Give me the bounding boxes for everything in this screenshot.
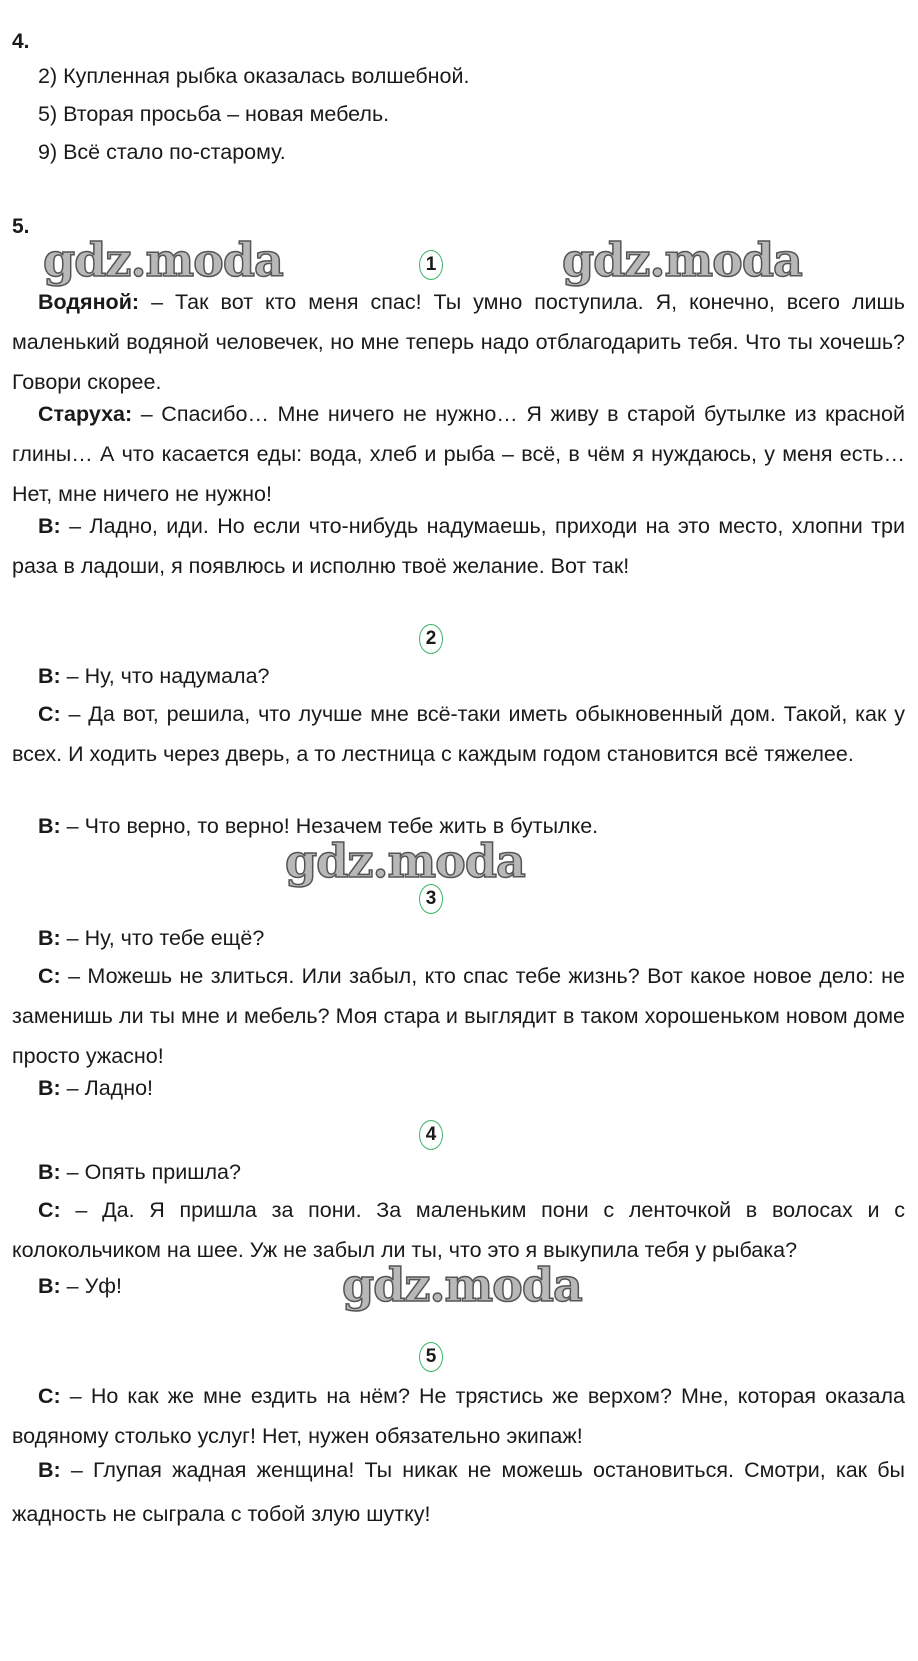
line-text: – Ладно, иди. Но если что-нибудь надумаешь, приходи на это место, хлопни три раза в ладоши, я появлюсь и исполню твоё желание. Вот так!: [12, 514, 905, 578]
dialogue-line: [12, 1376, 905, 1456]
line-text: – Ладно!: [60, 1076, 154, 1100]
speaker: С:: [38, 964, 61, 988]
dialogue-line: [12, 1448, 905, 1536]
speaker: С:: [38, 1384, 61, 1408]
line-text: – Но как же мне ездить на нём? Не трястись же верхом? Мне, которая оказала водяному столько услуг! Нет, нужен обязательно экипаж!: [12, 1384, 905, 1448]
line-text: – Спасибо… Мне ничего не нужно… Я живу в старой бутылке из красной глины… А что касается еды: вода, хлеб и рыба – всё, в чём я нуждаюсь, у меня есть… Нет, мне ничего не нужно!: [12, 402, 905, 506]
speaker: В:: [38, 514, 61, 538]
speaker: С:: [38, 702, 61, 726]
line-text: – Опять пришла?: [60, 1160, 241, 1184]
speaker: В:: [38, 1160, 61, 1184]
speaker: Старуха:: [38, 402, 133, 426]
line-text: – Так вот кто меня спас! Ты умно поступила. Я, конечно, всего лишь маленький водяной человечек, но мне теперь надо отблагодарить тебя. Что ты хочешь? Говори скорее.: [12, 290, 905, 394]
section-marker-5: 5: [419, 1342, 443, 1372]
line-text: – Ну, что тебе ещё?: [60, 926, 265, 950]
section-marker-3: 3: [419, 884, 443, 914]
line-text: – Глупая жадная женщина! Ты никак не можешь остановиться. Смотри, как бы жадность не сыграла с тобой злую шутку!: [12, 1458, 905, 1526]
section-marker-2: 2: [419, 624, 443, 654]
dialogue-line: [12, 506, 905, 586]
task-4-item-2: 5) Вторая просьба – новая мебель.: [38, 102, 390, 126]
task-4-item-1: 2) Купленная рыбка оказалась волшебной.: [38, 64, 470, 88]
task-4-item-3: 9) Всё стало по-старому.: [38, 140, 286, 164]
line-text: – Уф!: [60, 1274, 122, 1298]
dialogue-line: [12, 694, 905, 774]
dialogue-line: [12, 282, 905, 402]
speaker: В:: [38, 664, 61, 688]
dialogue-line: [12, 956, 905, 1076]
task-4-number: 4.: [12, 30, 30, 53]
speaker: В:: [38, 1076, 61, 1100]
watermark-logo: gdz.moda: [43, 233, 283, 287]
line-text: – Что верно, то верно! Незачем тебе жить в бутылке.: [60, 814, 599, 838]
line-text: – Да вот, решила, что лучше мне всё-таки иметь обыкновенный дом. Такой, как у всех. И ходить через дверь, а то лестница с каждым годом становится всё тяжелее.: [12, 702, 905, 766]
speaker: В:: [38, 1274, 61, 1298]
watermark-logo: gdz.moda: [342, 1258, 582, 1312]
dialogue-line: [12, 1152, 905, 1192]
watermark-logo: gdz.moda: [285, 834, 525, 888]
section-marker-4: 4: [419, 1120, 443, 1150]
line-text: – Да. Я пришла за пони. За маленьким пони с ленточкой в волосах и с колокольчиком на шее. Уж не забыл ли ты, что это я выкупила тебя у рыбака?: [12, 1198, 905, 1262]
section-marker-1: 1: [419, 250, 443, 280]
watermark-logo: gdz.moda: [562, 233, 802, 287]
speaker: В:: [38, 1458, 61, 1482]
line-text: – Ну, что надумала?: [60, 664, 270, 688]
speaker: В:: [38, 814, 61, 838]
speaker: В:: [38, 926, 61, 950]
dialogue-line: [12, 394, 905, 514]
line-text: – Можешь не злиться. Или забыл, кто спас тебе жизнь? Вот какое новое дело: не заменишь ли ты мне и мебель? Моя стара и выглядит в таком хорошеньком новом доме просто ужасно!: [12, 964, 905, 1068]
dialogue-line: [12, 656, 905, 696]
dialogue-line: [12, 1068, 905, 1108]
speaker: С:: [38, 1198, 61, 1222]
dialogue-line: [12, 918, 905, 958]
task-5-number: 5.: [12, 215, 30, 238]
speaker: Водяной:: [38, 290, 140, 314]
